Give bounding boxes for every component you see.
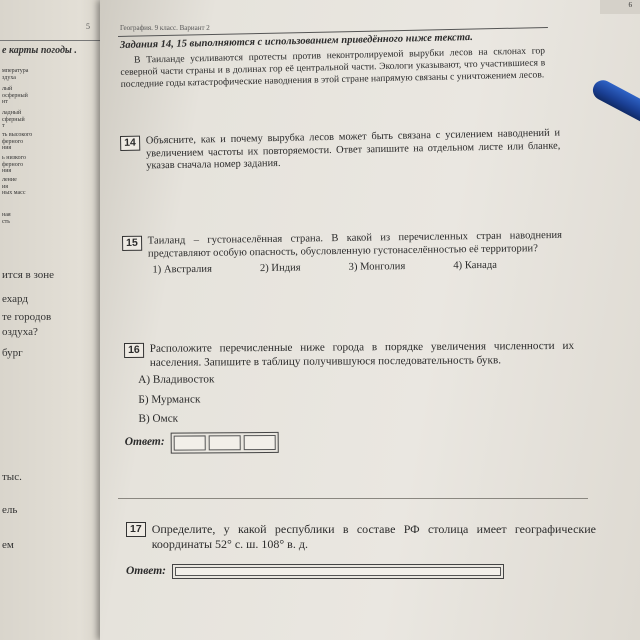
city-c: В) Омск [138, 412, 179, 425]
left-legend-2: лый осферный нт [2, 86, 28, 106]
answer-cell-1[interactable] [174, 435, 206, 450]
corner-number: 6 [628, 1, 632, 9]
left-legend-1: мпература здуха [2, 68, 29, 81]
exam-page [100, 0, 640, 640]
city-b: Б) Мурманск [138, 392, 201, 406]
city-a: А) Владивосток [138, 373, 215, 386]
answer-row-16 [125, 429, 575, 453]
question-text: Объясните, как и почему вырубка лесов может быть связана с усилением наводнений и увеличением частоты их повторяемости. Ответ запишите на отдельном листе или бланке, указав сначала номер задания. [145, 127, 561, 172]
question-text: Расположите перечисленные ниже города в порядке увеличения численности их населения. Запишите в таблицу получившуюся последовательность букв. [149, 339, 575, 369]
left-line-2: ехард [2, 293, 28, 305]
left-line-6: тыс. [2, 471, 22, 483]
left-line-4: оздуха? [2, 326, 38, 338]
left-legend-4: ть высокого ферного ния [2, 132, 33, 152]
question-16 [124, 340, 575, 454]
left-page-number: 5 [86, 22, 90, 31]
left-rule [0, 40, 110, 41]
question-number: 14 [120, 136, 140, 151]
left-line-3: те городов [2, 311, 52, 323]
left-line-1: ится в зоне [2, 269, 55, 281]
question-number: 15 [122, 236, 142, 251]
answer-label: Ответ: [124, 435, 165, 449]
question-text: Таиланд – густонаселённая страна. В какой из перечисленных стран наводнения представляют особую опасность, обусловленную густонаселённостью её территории? [147, 229, 563, 260]
answer-cell-3[interactable] [244, 434, 276, 449]
intro-text: В Таиланде усиливаются протесты против неконтролируемой вырубки лесов на склонах гор северной части страны и в долинах гор её центральной части. Экологи указывают, что участившиеся в последние годы катастрофические наводнения в этой стране напрямую связаны с уничтожением лесов. [120, 45, 546, 90]
answer-options [152, 259, 562, 277]
answer-field[interactable] [172, 564, 504, 579]
left-legend-3: ладный сферный т [2, 110, 25, 130]
answer-cells [171, 431, 279, 453]
left-page [0, 0, 115, 640]
left-line-5: бург [2, 347, 23, 359]
question-15 [122, 230, 563, 278]
option-4: 4) Канада [453, 259, 497, 272]
left-legend-7: ная сть [2, 212, 11, 225]
answer-cell-2[interactable] [209, 435, 241, 450]
option-1: 1) Австралия [152, 263, 213, 276]
page-content [118, 0, 623, 640]
question-14 [120, 128, 561, 174]
left-line-7: ель [2, 504, 18, 516]
intro-title: Задания 14, 15 выполняются с использованием приведённого ниже текста. [119, 31, 473, 51]
answer-row-17 [126, 564, 596, 579]
page-header: География. 9 класс. Вариант 2 [120, 24, 210, 32]
left-line-8: ем [2, 539, 14, 551]
left-legend-5: ь низкого ферного ния [2, 155, 26, 175]
left-legend-6: ление ия ных масс [2, 177, 26, 197]
option-3: 3) Монголия [348, 261, 406, 273]
question-number: 16 [124, 343, 144, 358]
section-divider [118, 498, 588, 499]
question-17 [126, 522, 596, 579]
question-text: Определите, у какой республики в составе РФ столица имеет географические координаты 52° с. ш. 108° в. д. [151, 522, 596, 551]
answer-label: Ответ: [126, 565, 166, 577]
city-list [138, 371, 574, 427]
left-heading: е карты погоды . [2, 45, 77, 56]
option-2: 2) Индия [259, 262, 301, 275]
question-number: 17 [126, 522, 146, 537]
